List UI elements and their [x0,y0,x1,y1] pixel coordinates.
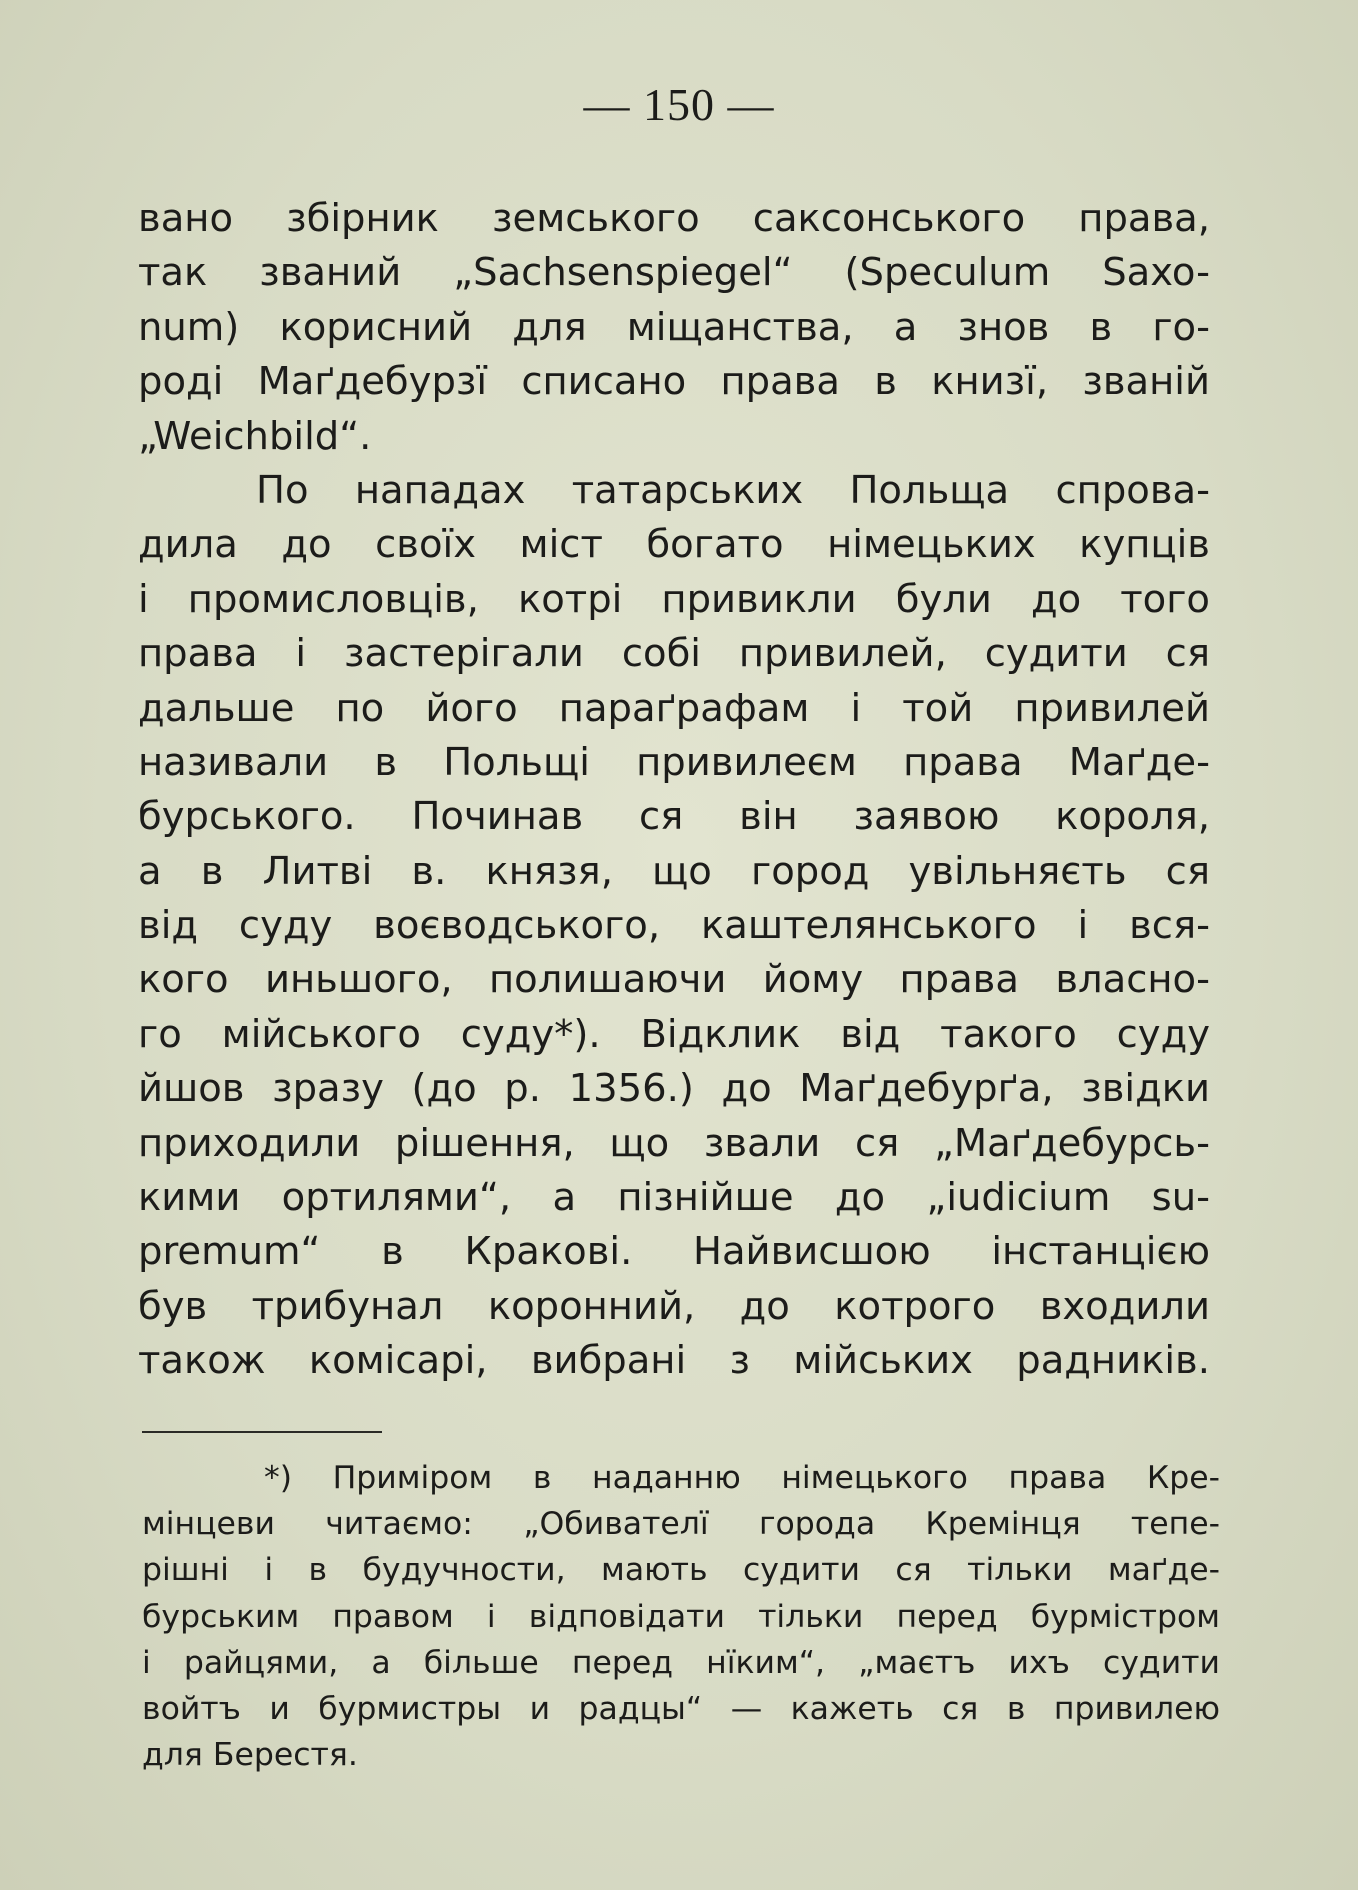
page-number: — 150 — [583,79,775,130]
text-line: приходили рішення, що звали ся „Маґдебурсь- [138,1120,1210,1166]
text-line: num) корисний для міщанства, а знов в го- [138,304,1210,350]
text-line: premum“ в Кракові. Найвисшою інстанцією [138,1229,1210,1275]
footnote-line: войтъ и бурмистры и радцы“ — кажеть ся в привилею [142,1690,1220,1727]
text-line: дила до своїх міст богато німецьких купців [138,522,1210,568]
text-line: був трибунал коронний, до котрого входили [138,1283,1210,1329]
text-line: По нападах татарських Польща спрова- [256,467,1210,513]
footnote-line: і райцями, а більше перед нїким“, „маєтъ ихъ судити [142,1644,1220,1681]
footnote-line: для Берестя. [142,1737,358,1774]
main-text [138,192,1210,1389]
text-line: а в Литві в. князя, що город увільняєть ся [138,848,1210,894]
text-line: кого иньшого, полишаючи йому права власно- [138,957,1210,1003]
footnote-line: рішні і в будучности, мають судити ся тільки маґде- [142,1552,1220,1589]
text-line: го мійського суду*). Відклик від такого суду [138,1011,1210,1057]
text-line: кими ортилями“, а пізнійше до „iudicium su- [138,1175,1210,1221]
footnote-line: мінцеви читаємо: „Обивателї города Кремінця тепе- [142,1506,1220,1543]
text-line: йшов зразу (до р. 1356.) до Маґдебурґа, звідки [138,1066,1210,1112]
text-line: і промисловців, котрі привикли були до того [138,576,1210,622]
footnote [142,1455,1220,1778]
footnote-line: *) Приміром в наданню німецького права Кре- [264,1460,1220,1496]
text-line: бурського. Починав ся він заявою короля, [138,794,1210,840]
text-line: від суду воєводського, каштелянського і вся- [138,903,1210,949]
text-line: також комісарі, вибрані з мійських радників. [138,1338,1210,1384]
text-line: „Weichbild“. [138,413,372,459]
text-line: так званий „Sachsenspiegel“ (Speculum Saxo- [138,250,1210,296]
text-line: вано збірник земського саксонського права, [138,196,1210,241]
text-line: роді Маґдебурзї списано права в книзї, званій [138,359,1210,405]
text-line: права і застерігали собі привилей, судити ся [138,631,1210,677]
footnote-line: бурським правом і відповідати тільки перед бурмістром [142,1598,1220,1635]
footnote-divider [142,1431,382,1433]
text-line: дальше по його параґрафам і той привилей [138,685,1210,731]
text-line: називали в Польщі привилеєм права Маґде- [138,739,1210,785]
